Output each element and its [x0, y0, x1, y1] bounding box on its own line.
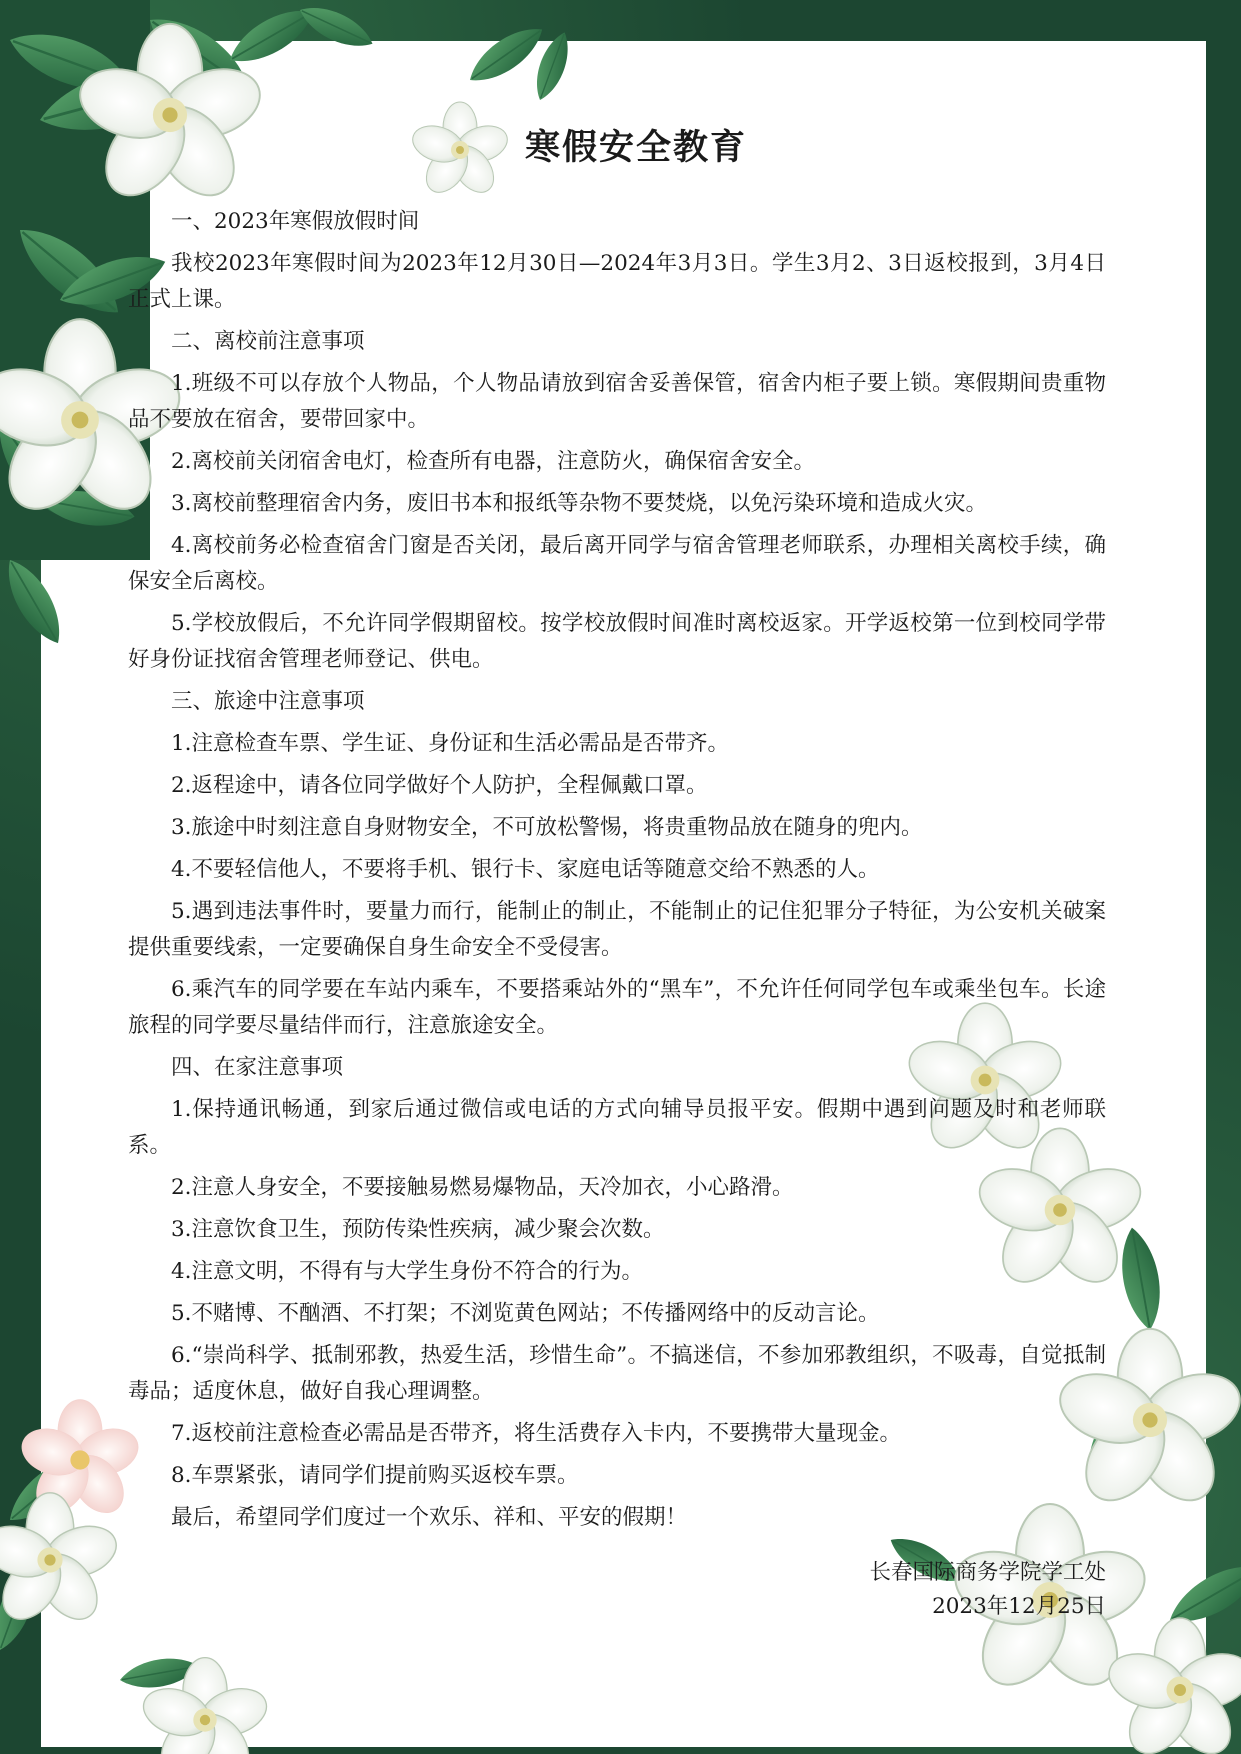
section-heading: 一、2023年寒假放假时间 — [171, 209, 420, 234]
paragraph: 5.遇到违法事件时，要量力而行，能制止的制止，不能制止的记住犯罪分子特征，为公安机关破案提供重要线索，一定要确保自身生命安全不受侵害。 — [128, 899, 1106, 960]
paragraph: 3.注意饮食卫生，预防传染性疾病，减少聚会次数。 — [171, 1217, 665, 1242]
section-heading: 三、旅途中注意事项 — [171, 689, 365, 714]
section-1 — [128, 204, 1106, 318]
signature-block — [128, 1556, 1106, 1624]
paragraph: 6.乘汽车的同学要在车站内乘车，不要搭乘站外的“黑车”，不允许任何同学包车或乘坐包车。长途旅程的同学要尽量结伴而行，注意旅途安全。 — [128, 977, 1106, 1038]
paragraph: 3.旅途中时刻注意自身财物安全，不可放松警惕，将贵重物品放在随身的兜内。 — [171, 815, 923, 840]
section-4 — [128, 1050, 1106, 1494]
paragraph: 1.注意检查车票、学生证、身份证和生活必需品是否带齐。 — [171, 731, 730, 756]
paragraph: 8.车票紧张，请同学们提前购买返校车票。 — [171, 1463, 579, 1488]
paragraph: 3.离校前整理宿舍内务，废旧书本和报纸等杂物不要焚烧，以免污染环境和造成火灾。 — [171, 491, 988, 516]
paragraph: 1.班级不可以存放个人物品，个人物品请放到宿舍妥善保管，宿舍内柜子要上锁。寒假期间贵重物品不要放在宿舍，要带回家中。 — [128, 371, 1106, 432]
paragraph: 2.返程途中，请各位同学做好个人防护，全程佩戴口罩。 — [171, 773, 708, 798]
paragraph: 4.不要轻信他人，不要将手机、银行卡、家庭电话等随意交给不熟悉的人。 — [171, 857, 880, 882]
document-title: 寒假安全教育 — [524, 127, 747, 168]
signature-org: 长春国际商务学院学工处 — [869, 1560, 1106, 1585]
section-heading: 四、在家注意事项 — [171, 1055, 344, 1080]
paragraph: 7.返校前注意检查必需品是否带齐，将生活费存入卡内，不要携带大量现金。 — [171, 1421, 902, 1446]
paragraph: 2.注意人身安全，不要接触易燃易爆物品，天冷加衣，小心路滑。 — [171, 1175, 794, 1200]
paragraph: 6.“崇尚科学、抵制邪教，热爱生活，珍惜生命”。不搞迷信，不参加邪教组织，不吸毒，自觉抵制毒品；适度休息，做好自我心理调整。 — [128, 1343, 1106, 1404]
section-2 — [128, 324, 1106, 678]
document-body — [128, 120, 1106, 1624]
paragraph: 2.离校前关闭宿舍电灯，检查所有电器，注意防火，确保宿舍安全。 — [171, 449, 816, 474]
paragraph: 我校2023年寒假时间为2023年12月30日—2024年3月3日。学生3月2、3日返校报到，3月4日正式上课。 — [128, 251, 1106, 312]
paragraph: 1.保持通讯畅通，到家后通过微信或电话的方式向辅导员报平安。假期中遇到问题及时和老师联系。 — [128, 1097, 1106, 1158]
paragraph: 4.离校前务必检查宿舍门窗是否关闭，最后离开同学与宿舍管理老师联系，办理相关离校手续，确保安全后离校。 — [128, 533, 1106, 594]
section-3 — [128, 684, 1106, 1044]
closing-remark: 最后，希望同学们度过一个欢乐、祥和、平安的假期！ — [171, 1505, 688, 1530]
section-heading: 二、离校前注意事项 — [171, 329, 365, 354]
paragraph: 5.不赌博、不酗酒、不打架；不浏览黄色网站；不传播网络中的反动言论。 — [171, 1301, 880, 1326]
signature-date: 2023年12月25日 — [932, 1594, 1106, 1619]
paragraph: 5.学校放假后，不允许同学假期留校。按学校放假时间准时离校返家。开学返校第一位到校同学带好身份证找宿舍管理老师登记、供电。 — [128, 611, 1106, 672]
paragraph: 4.注意文明，不得有与大学生身份不符合的行为。 — [171, 1259, 644, 1284]
